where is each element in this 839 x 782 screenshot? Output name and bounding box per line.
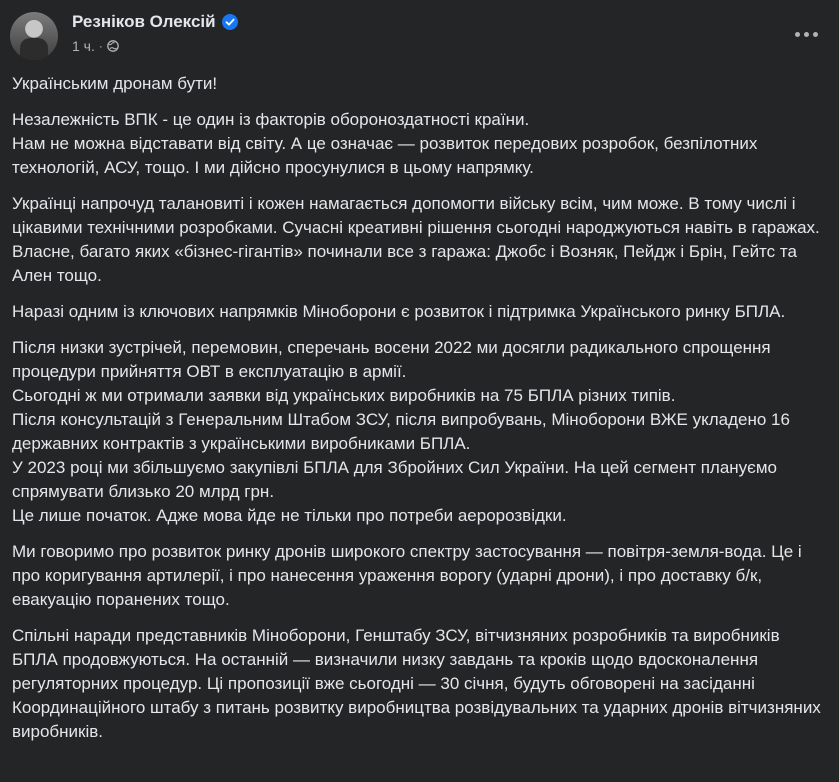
post-paragraph (12, 336, 826, 528)
post-options-button[interactable] (791, 22, 821, 46)
paragraph-line: Після низки зустрічей, перемовин, сперечань восени 2022 ми досягли радикального спрощення процедури прийняття ОВТ в експлуатацію в армії. (12, 338, 771, 381)
paragraph-line: Ми говоримо про розвиток ринку дронів широкого спектру застосування — повітря-земля-вода. Це і про коригування артилерії, і про нанесення ураження ворогу (ударні дрони), і про доставку б/к, евакуацію поранених тощо. (12, 542, 802, 609)
paragraph-line: Незалежність ВПК - це один із факторів обороноздатності країни. (12, 110, 530, 129)
paragraph-line: Після консультацій з Генеральним Штабом ЗСУ, після випробувань, Міноборони ВЖЕ укладено 16 державних контрактів з українськими виробниками БПЛА. (12, 410, 790, 453)
post-body (12, 72, 826, 756)
post-paragraph (12, 192, 826, 288)
meta-separator: · (98, 39, 103, 53)
paragraph-line: Наразі одним із ключових напрямків Міноборони є розвиток і підтримка Українського ринку БПЛА. (12, 302, 786, 321)
more-dot-icon (813, 32, 818, 37)
post-paragraph (12, 72, 826, 96)
post-time[interactable]: 1 ч. (72, 38, 95, 54)
post-paragraph (12, 540, 826, 612)
paragraph-line: Українським дронам бути! (12, 74, 218, 93)
post-header (10, 10, 829, 60)
post-paragraph (12, 108, 826, 180)
post-paragraph (12, 624, 826, 744)
globe-icon (107, 40, 119, 52)
paragraph-line: Українці напрочуд талановиті і кожен намагається допомогти війську всім, чим може. В тому числі і цікавими технічними розробками. Сучасні креативні рішення сьогодні народжуються навіть в гаражах. Власне, багато яких «бізнес-гігантів» починали все з гаража: Джобс і Возняк, Пейдж і Брін, Гейтс та Ален тощо. (12, 194, 820, 285)
more-dot-icon (804, 32, 809, 37)
post-paragraph (12, 300, 826, 324)
more-dot-icon (795, 32, 800, 37)
author-name[interactable] (72, 12, 238, 32)
post-meta (72, 38, 119, 54)
paragraph-line: Це лише початок. Адже мова йде не тільки про потреби аеророзвідки. (12, 506, 567, 525)
verified-badge-icon (222, 14, 238, 30)
paragraph-line: Нам не можна відставати від світу. А це означає — розвиток передових розробок, безпілотних технологій, АСУ, тощо. І ми дійсно просунулися в цьому напрямку. (12, 134, 758, 177)
author-avatar[interactable] (10, 12, 58, 60)
paragraph-line: Сьогодні ж ми отримали заявки від українських виробників на 75 БПЛА різних типів. (12, 386, 676, 405)
paragraph-line: У 2023 році ми збільшуємо закупівлі БПЛА для Збройних Сил України. На цей сегмент плануємо спрямувати близько 20 млрд грн. (12, 458, 777, 501)
avatar-figure (20, 38, 48, 60)
author-name-text[interactable]: Резніков Олексій (72, 12, 216, 31)
paragraph-line: Спільні наради представників Міноборони, Генштабу ЗСУ, вітчизняних розробників та виробників БПЛА продовжуються. На останній — визначили низку завдань та кроків щодо вдосконалення регуляторних процедур. Ці пропозиції вже сьогодні — 30 січня, будуть обговорені на засіданні Координаційного штабу з питань розвитку виробництва розвідувальних та ударних дронів вітчизняних виробників. (12, 626, 821, 741)
